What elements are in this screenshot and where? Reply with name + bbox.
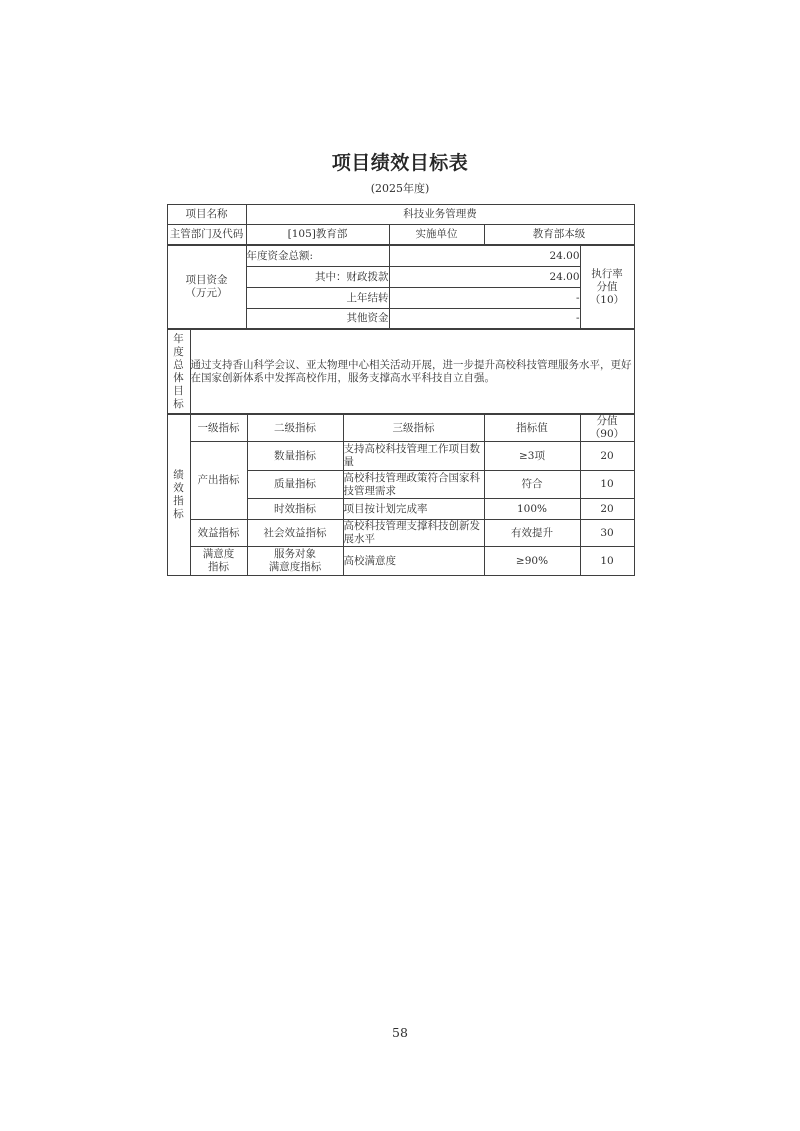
implementing-unit-label: 实施单位 (389, 225, 484, 245)
row-satisfaction-level2-line1: 服务对象 (274, 548, 316, 560)
page-number: 58 (392, 1025, 408, 1040)
row-quantity-level3: 支持高校科技管理工作项目数量 (343, 442, 484, 471)
project-funds-section (167, 245, 635, 329)
funds-label-line2: （万元） (185, 287, 228, 299)
row-social-level3: 高校科技管理支撑科技创新发展水平 (343, 520, 484, 547)
implementing-unit-value: 教育部本级 (484, 225, 634, 245)
row-social-level2: 社会效益指标 (247, 520, 343, 547)
annual-goal-label (167, 330, 190, 414)
row-quality-value: 符合 (484, 471, 580, 499)
dept-code-value: [105]教育部 (246, 225, 389, 245)
funds-label-line1: 项目资金 (185, 274, 228, 286)
row-timeliness-level2: 时效指标 (247, 499, 343, 520)
row-satisfaction-score: 10 (580, 547, 634, 576)
row-quality-level3: 高校科技管理政策符合国家科技管理需求 (343, 471, 484, 499)
row-quantity-score: 20 (580, 442, 634, 471)
funds-row-other-label: 其他资金 (246, 309, 389, 329)
page-subtitle: (2025年度) (370, 182, 430, 195)
execution-rate-line3: （10） (589, 293, 625, 306)
level1-satisfaction-line1: 满意度 (202, 548, 235, 560)
level1-satisfaction-line2: 指标 (208, 561, 229, 573)
row-social-score: 30 (580, 520, 634, 547)
row-satisfaction-level2 (247, 547, 343, 576)
execution-rate-line2: 分值 (596, 280, 618, 293)
funds-section-label (167, 246, 246, 329)
dept-code-label: 主管部门及代码 (167, 225, 246, 245)
row-quality-score: 10 (580, 471, 634, 499)
row-quality-level2: 质量指标 (247, 471, 343, 499)
row-satisfaction-level3: 高校满意度 (343, 547, 484, 576)
performance-target-table (167, 204, 634, 576)
funds-row-carryover-label: 上年结转 (246, 288, 389, 309)
row-satisfaction-level2-line2: 满意度指标 (268, 561, 322, 573)
header-score-line2: （90） (589, 428, 625, 440)
funds-row-fiscal-value: 24.00 (389, 267, 580, 288)
funds-row-total-label: 年度资金总额: (246, 246, 389, 267)
annual-goal-section (167, 329, 635, 414)
row-timeliness-score: 20 (580, 499, 634, 520)
performance-indicators-section (167, 414, 635, 576)
row-social-value: 有效提升 (484, 520, 580, 547)
header-value: 指标值 (484, 415, 580, 442)
level1-benefit: 效益指标 (190, 520, 247, 547)
perf-section-label (167, 415, 190, 576)
funds-row-fiscal-label: 其中：财政拨款 (246, 267, 389, 288)
header-score-line1: 分值 (596, 415, 618, 427)
header-level2: 二级指标 (247, 415, 343, 442)
project-info-section (167, 204, 635, 245)
header-level1: 一级指标 (190, 415, 247, 442)
funds-row-total-value: 24.00 (389, 246, 580, 267)
execution-rate-score-label (580, 246, 634, 329)
header-score (580, 415, 634, 442)
row-satisfaction-value: ≥90% (484, 547, 580, 576)
level1-output: 产出指标 (190, 442, 247, 520)
row-timeliness-level3: 项目按计划完成率 (343, 499, 484, 520)
row-quantity-level2: 数量指标 (247, 442, 343, 471)
page-title: 项目绩效目标表 (331, 152, 469, 174)
annual-goal-content: 通过支持香山科学会议、亚太物理中心相关活动开展，进一步提升高校科技管理服务水平，更好在国家创新体系中发挥高校作用，服务支撑高水平科技自立自强。 (190, 330, 634, 414)
funds-row-carryover-value: - (389, 288, 580, 309)
funds-row-other-value: - (389, 309, 580, 329)
row-quantity-value: ≥3项 (484, 442, 580, 471)
project-name-value: 科技业务管理费 (246, 205, 634, 225)
perf-section-label-text: 绩效指标 (173, 469, 184, 520)
row-timeliness-value: 100% (484, 499, 580, 520)
project-name-label: 项目名称 (167, 205, 246, 225)
annual-goal-label-text: 年度总体目标 (173, 332, 184, 410)
level1-satisfaction (190, 547, 247, 576)
header-level3: 三级指标 (343, 415, 484, 442)
execution-rate-line1: 执行率 (591, 267, 623, 280)
